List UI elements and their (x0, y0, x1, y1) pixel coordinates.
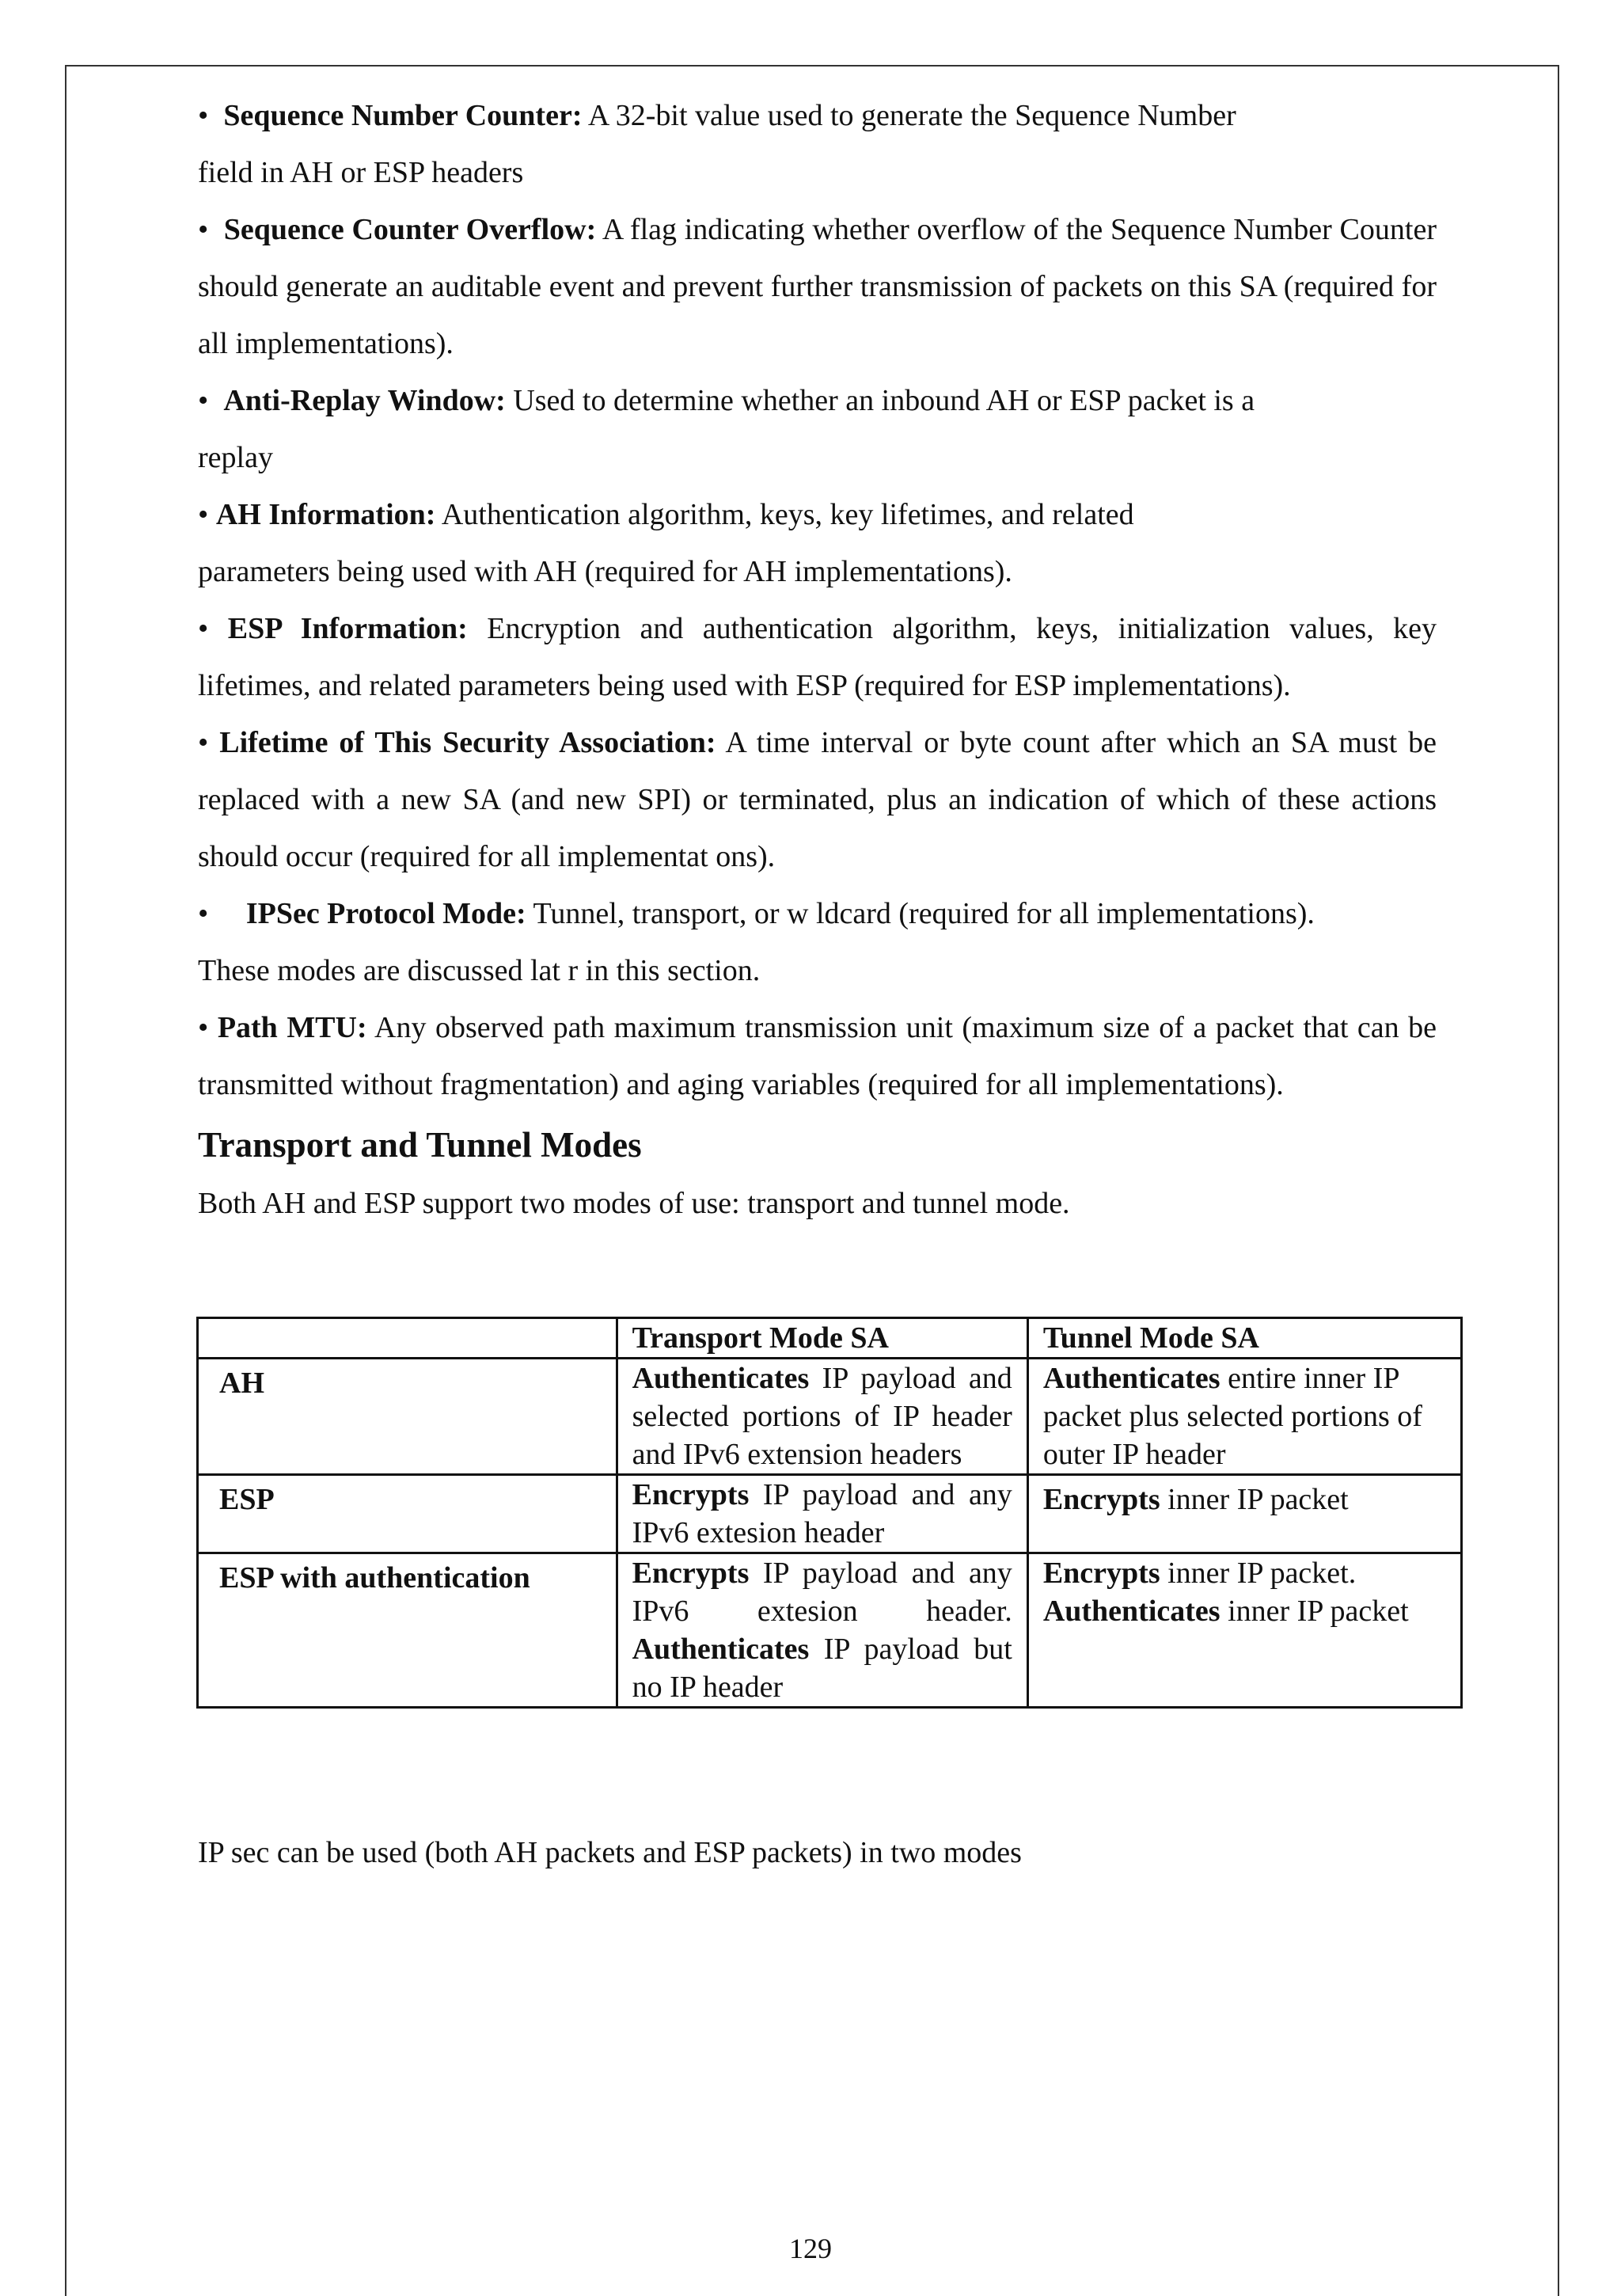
table-header-tunnel: Tunnel Mode SA (1027, 1318, 1461, 1359)
definition: Used to determine whether an inbound AH or ESP packet is a (505, 384, 1255, 417)
attribute-lifetime: • Lifetime of This Security Association: A time interval or byte count after which an SA must be replaced with a new SA (and new SPI) or terminated, plus an indication of which of these actions should occur (required for all implementat ons). (198, 726, 1437, 873)
cell-bold: Authenticates (632, 1362, 810, 1395)
cell-bold: Encrypts (1042, 1483, 1160, 1516)
definition: Any observed path maximum transmission unit (maximum size of a packet that can be transmitted without fragmentation) and aging variables (required for all implementations). (198, 1011, 1437, 1101)
transport-cell (617, 1475, 1027, 1553)
definition: Encryption and authentication algorithm, keys, initialization values, key lifetimes, and related parameters being used with ESP (required for ESP implementations). (198, 612, 1437, 702)
table-row (198, 1359, 1462, 1475)
tunnel-cell (1027, 1475, 1461, 1553)
cell-text: entire inner IP packet plus selected portions of outer IP header (1042, 1362, 1422, 1471)
cell-text: IP payload but no IP header (632, 1633, 1012, 1704)
attribute-ah-information: • AH Information: Authentication algorithm, keys, key lifetimes, and related parameters being used with AH (required for AH implementations). (198, 498, 1134, 588)
term: ESP Information: (227, 612, 468, 645)
cell-text: inner IP packet (1220, 1595, 1409, 1628)
definition: A time interval or byte count after which an SA must be replaced with a new SA (and new SPI) or terminated, plus an indication of which of these actions should occur (required for all implementat ons). (198, 726, 1437, 873)
term: AH Information: (215, 498, 436, 531)
row-label: ESP with authentication (198, 1553, 617, 1708)
cell-bold: Authenticates (1042, 1595, 1220, 1628)
term: Sequence Number Counter: (223, 99, 583, 132)
definition: Authentication algorithm, keys, key lifetimes, and related (435, 498, 1134, 531)
table-header-corner (198, 1318, 617, 1359)
table-header-row (198, 1318, 1462, 1359)
cell-bold: Encrypts (1042, 1557, 1160, 1590)
definition: A flag indicating whether overflow of the Sequence Number Counter should generate an auditable event and prevent further transmission of packets on this SA (required for all implementations). (198, 213, 1437, 360)
closing-line: IP sec can be used (both AH packets and ESP packets) in two modes (198, 1836, 1022, 1869)
tunnel-cell (1027, 1359, 1461, 1475)
term: IPSec Protocol Mode: (245, 897, 526, 930)
transport-cell (617, 1359, 1027, 1475)
definition: Tunnel, transport, or w ldcard (required for all implementations). (526, 897, 1315, 930)
term: Path MTU: (217, 1011, 367, 1044)
cell-bold: Encrypts (632, 1478, 750, 1511)
definition-cont: These modes are discussed lat r in this section. (198, 954, 761, 987)
attribute-sequence-counter-overflow: • Sequence Counter Overflow: A flag indicating whether overflow of the Sequence Number Counter should generate an auditable event and prevent further transmission of packets on this SA (required for all implementations). (198, 213, 1437, 360)
term: Sequence Counter Overflow: (223, 213, 597, 246)
cell-bold: Encrypts (632, 1557, 750, 1590)
table-header-transport: Transport Mode SA (617, 1318, 1027, 1359)
table-row (198, 1475, 1462, 1553)
cell-text: IP payload and any IPv6 extesion header. (632, 1557, 1012, 1628)
definition-cont: parameters being used with AH (required for AH implementations). (198, 555, 1012, 588)
term: Anti-Replay Window: (223, 384, 506, 417)
transport-cell (617, 1553, 1027, 1708)
table-row (198, 1553, 1462, 1708)
definition-cont: replay (198, 441, 273, 474)
cell-bold: Authenticates (632, 1633, 810, 1666)
definition-cont: field in AH or ESP headers (198, 156, 524, 189)
attribute-path-mtu: • Path MTU: Any observed path maximum transmission unit (maximum size of a packet that can be transmitted without fragmentation) and aging variables (required for all implementations). (198, 1011, 1437, 1101)
attribute-sequence-number-counter: • Sequence Number Counter: A 32-bit value used to generate the Sequence Number field in AH or ESP headers (198, 99, 1236, 189)
tunnel-cell (1027, 1553, 1461, 1708)
cell-text: inner IP packet (1160, 1483, 1349, 1516)
section-heading: Transport and Tunnel Modes (198, 1125, 642, 1165)
cell-bold: Authenticates (1042, 1362, 1220, 1395)
row-label: AH (198, 1359, 617, 1475)
page-body (198, 87, 1437, 1232)
cell-text: IP payload and any IPv6 extesion header (632, 1478, 1012, 1549)
cell-text: IP payload and selected portions of IP header and IPv6 extension headers (632, 1362, 1012, 1471)
term: Lifetime of This Security Association: (219, 726, 716, 759)
attribute-ipsec-protocol-mode: • IPSec Protocol Mode: Tunnel, transport, or w ldcard (required for all implementations). These modes are discussed lat r in this section. (198, 897, 1315, 987)
definition: A 32-bit value used to generate the Sequence Number (582, 99, 1236, 132)
cell-text: inner IP packet. (1160, 1557, 1357, 1590)
page-number: 129 (789, 2233, 832, 2264)
attribute-esp-information: • ESP Information: Encryption and authentication algorithm, keys, initialization values, key lifetimes, and related parameters being used with ESP (required for ESP implementations). (198, 612, 1437, 702)
modes-table (196, 1317, 1463, 1709)
attribute-anti-replay-window: • Anti-Replay Window: Used to determine whether an inbound AH or ESP packet is a replay (198, 384, 1255, 474)
section-intro: Both AH and ESP support two modes of use: transport and tunnel mode. (198, 1187, 1070, 1220)
row-label: ESP (198, 1475, 617, 1553)
